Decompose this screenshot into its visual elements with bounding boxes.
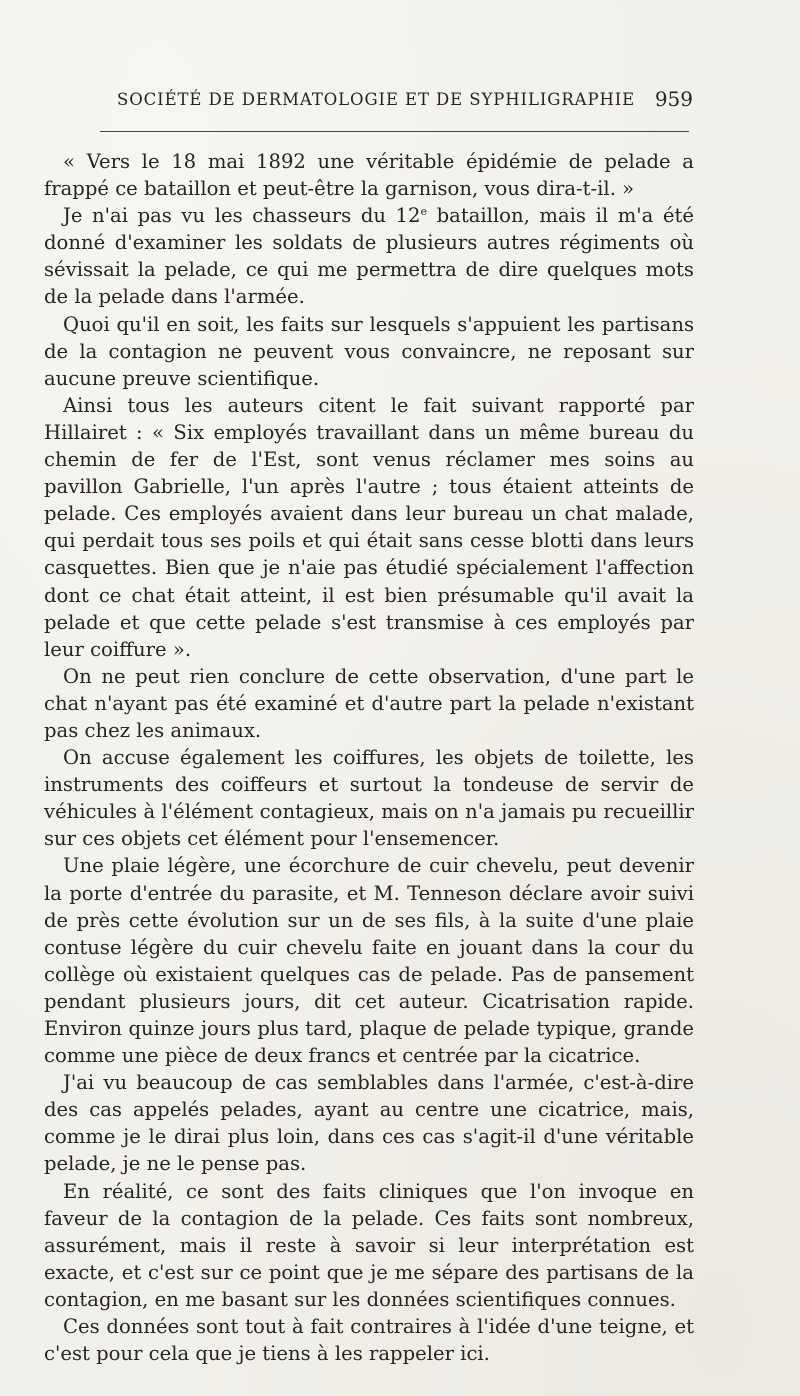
paragraph: « Vers le 18 mai 1892 une véritable épidémie de pelade a frappé ce bataillon et peut-être la garnison, vous dira-t-il. »	[44, 150, 694, 201]
paragraph: J'ai vu beaucoup de cas semblables dans l'armée, c'est-à-dire des cas appelés pelades, ayant au centre une cicatrice, mais, comme je le dirai plus loin, dans ces cas s'agit-il d'une véritable pelade, je ne le pense pas.	[44, 1071, 694, 1176]
paragraph-text: Je n'ai pas vu les chasseurs du 12	[63, 204, 421, 228]
running-head: SOCIÉTÉ DE DERMATOLOGIE ET DE SYPHILIGRAPHIE	[117, 90, 636, 109]
paragraph: Une plaie légère, une écorchure de cuir chevelu, peut devenir la porte d'entrée du parasite, et M. Tenneson déclare avoir suivi de près cette évolution sur un de ses fils, à la suite d'une plaie contuse légère du cuir chevelu faite en jouant dans la cour du collège où existaient quelques cas de pelade. Pas de pansement pendant plusieurs jours, dit cet auteur. Cicatrisation rapide. Environ quinze jours plus tard, plaque de pelade typique, grande comme une pièce de deux francs et centrée par la cicatrice.	[44, 854, 694, 1068]
paragraph-text: bataillon, mais il m'a été donné d'examiner les soldats de plusieurs autres régiments où sévissait la pelade, ce qui me permettra de dire quelques mots de la pelade dans l'armée.	[44, 204, 694, 309]
page-number: 959	[654, 87, 693, 111]
paragraph: Ainsi tous les auteurs citent le fait suivant rapporté par Hillairet : « Six employés travaillant dans un même bureau du chemin de fer de l'Est, sont venus réclamer mes soins au pavillon Gabrielle, l'un après l'autre ; tous étaient atteints de pelade. Ces employés avaient dans leur bureau un chat malade, qui perdait tous ses poils et qui était sans cesse blotti dans leurs casquettes. Bien que je n'aie pas étudié spécialement l'affection dont ce chat était atteint, il est bien présumable qu'il avait la pelade et que cette pelade s'est transmise à ces employés par leur coiffure ».	[44, 393, 694, 661]
paragraph	[44, 202, 694, 310]
paragraph: Quoi qu'il en soit, les faits sur lesquels s'appuient les partisans de la contagion ne peuvent vous convaincre, ne reposant sur aucune preuve scientifique.	[44, 312, 694, 390]
paragraph: On ne peut rien conclure de cette observation, d'une part le chat n'ayant pas été examiné et d'autre part la pelade n'existant pas chez les animaux.	[44, 664, 694, 742]
paragraph: On accuse également les coiffures, les objets de toilette, les instruments des coiffeurs et surtout la tondeuse de servir de véhicules à l'élément contagieux, mais on n'a jamais pu recueillir sur ces objets cet élément pour l'ensemencer.	[44, 746, 694, 851]
ordinal-superscript: e	[420, 205, 428, 219]
paragraph: Ces données sont tout à fait contraires à l'idée d'une teigne, et c'est pour cela que je tiens à les rappeler ici.	[44, 1315, 694, 1366]
page-header	[117, 87, 693, 116]
paragraph: En réalité, ce sont des faits cliniques que l'on invoque en faveur de la contagion de la pelade. Ces faits sont nombreux, assurément, mais il reste à savoir si leur interprétation est exacte, et c'est sur ce point que je me sépare des partisans de la contagion, en me basant sur les données scientifiques connues.	[44, 1179, 694, 1311]
header-rule	[100, 131, 689, 132]
body-text	[44, 148, 694, 1367]
